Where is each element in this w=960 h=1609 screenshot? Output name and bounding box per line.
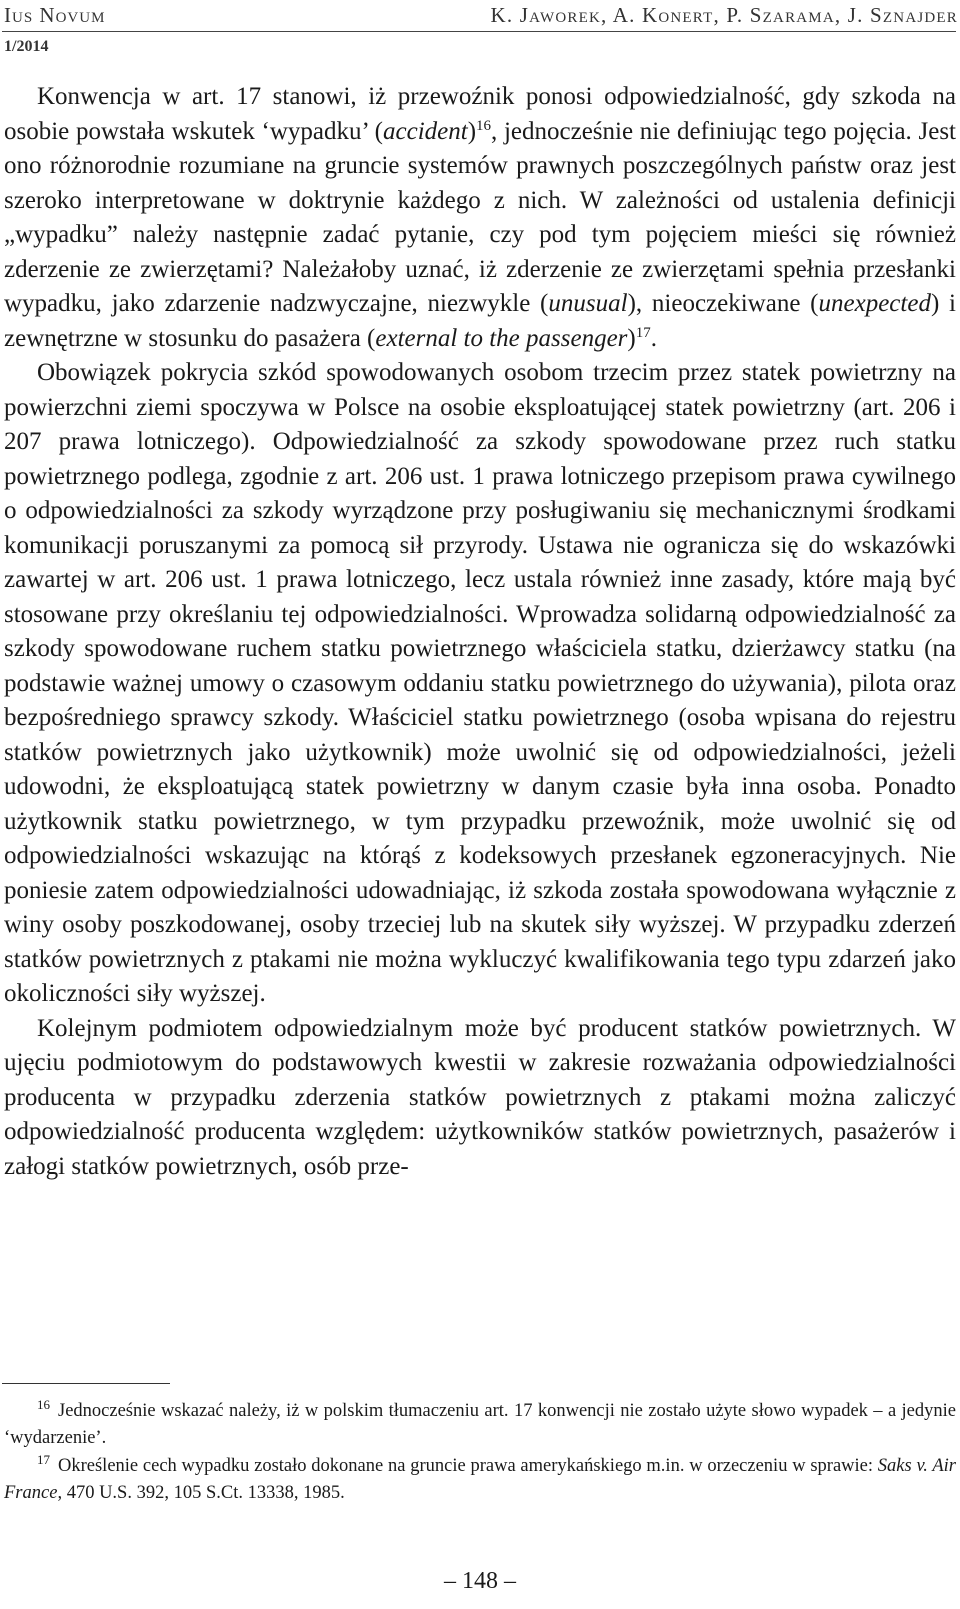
term-unusual: unusual: [548, 290, 628, 317]
term-external: external to the passenger: [375, 324, 628, 352]
case-name: Saks v. Air France: [4, 1456, 956, 1503]
main-text: [4, 80, 956, 1184]
issue-number: 1/2014: [4, 38, 49, 55]
journal-title: Ius Novum: [4, 3, 106, 27]
footnote-ref-17[interactable]: 17: [635, 324, 651, 341]
header-rule: [2, 31, 956, 32]
term-accident: accident: [383, 117, 468, 145]
footnote-ref-16[interactable]: 16: [476, 117, 492, 134]
paragraph-3: Kolejnym podmiotem odpowiedzialnym może być producent statków powietrznych. W ujęciu podmiotowym do podstawowych kwestii w zakresie rozważania odpowiedzialności producenta w przypadku zderzenia statków powietrznych z ptakami można zaliczyć odpowiedzialność producenta względem: użytkowników statków powietrznych, pasażerów i załogi statków powietrznych, osób prze-: [4, 1014, 956, 1180]
page-number: – 148 –: [444, 1568, 516, 1594]
footnotes: [4, 1398, 956, 1508]
footnote-rule: [2, 1383, 170, 1384]
running-header: [0, 0, 960, 70]
footnote-16: $^{16}$ Jednocześnie wskazać należy, iż w polskim tłumaczeniu art. 17 konwencji nie zostało użyte słowo wypadek – a jedynie ‘wydarzenie’.: [4, 1397, 956, 1448]
paragraph-2: Obowiązek pokrycia szkód spowodowanych osobom trzecim przez statek powietrzny na powierzchni ziemi spoczywa w Polsce na osobie eksploatującej statek powietrzny (art. 206 i 207 prawa lotniczego). Odpowiedzialność za szkody spowodowane przez ruch statku powietrznego podlega, zgodnie z art. 206 ust. 1 prawa lotniczego przepisom prawa cywilnego o odpowiedzialności za szkody wyrządzone przy posługiwaniu się mechanicznymi środkami komunikacji poruszanymi za pomocą sił przyrody. Ustawa nie ogranicza się do wskazówki zawartej w art. 206 ust. 1 prawa lotniczego, lecz ustala również inne zasady, które mają być stosowane przy określaniu tej odpowiedzialności. Wprowadza solidarną odpowiedzialność za szkody spowodowane ruchem statku powietrznego właściciela statku, dzierżawcy statku (na podstawie ważnej umowy o czasowym oddaniu statku powietrznego do używania), pilota oraz bezpośredniego sprawcy szkody. Właściciel statku powietrznego (osoba wpisana do rejestru statków powietrznych jako użytkownik) może uwolnić się od odpowiedzialności, jeżeli udowodni, że eksploatującą statek powietrzny w danym czasie była inna osoba. Ponadto użytkownik statku powietrznego, w tym przypadku przewoźnik, może uwolnić się od odpowiedzialności wskazując na którąś z kodeksowych przesłanek egzoneracyjnych. Nie poniesie zatem odpowiedzialności udowadniając, iż szkoda została spowodowana wyłącznie z winy osoby poszkodowanej, osoby trzeciej lub na skutek siły wyższej. W przypadku zderzeń statków powietrznych z ptakami nie można wykluczyć kwalifikowania tego typu zdarzeń jako okoliczności siły wyższej.: [4, 359, 956, 1007]
term-unexpected: unexpected: [818, 290, 931, 317]
paragraph-1: Konwencja w art. 17 stanowi, iż przewoźnik ponosi odpowiedzialność, gdy szkoda na osobie powstała wskutek ‘wypadku’ (accident)$^{16}$, jednocześnie nie definiując tego pojęcia. Jest ono różnorodnie rozumiane na gruncie systemów prawnych poszczególnych państw oraz jest szeroko interpretowane w doktrynie każdego z nich. W zależności od ustalenia definicji „wypadku” należy następnie zadać pytanie, czy pod tym pojęciem mieści się również zderzenie ze zwierzętami? Należałoby uznać, iż zderzenie ze zwierzętami spełnia przesłanki wypadku, jako zdarzenie nadzwyczajne, niezwykle (unusual), nieoczekiwane (unexpected) i zewnętrzne w stosunku do pasażera (external to the passenger)$^{17}$.: [4, 83, 957, 352]
authors: K. Jaworek, A. Konert, P. Szarama, J. Sznajder: [490, 3, 958, 27]
footnote-17: $^{17}$ Określenie cech wypadku zostało dokonane na gruncie prawa amerykańskiego m.in. w orzeczeniu w sprawie: Saks v. Air France, 470 U.S. 392, 105 S.Ct. 13338, 1985.: [4, 1452, 956, 1503]
